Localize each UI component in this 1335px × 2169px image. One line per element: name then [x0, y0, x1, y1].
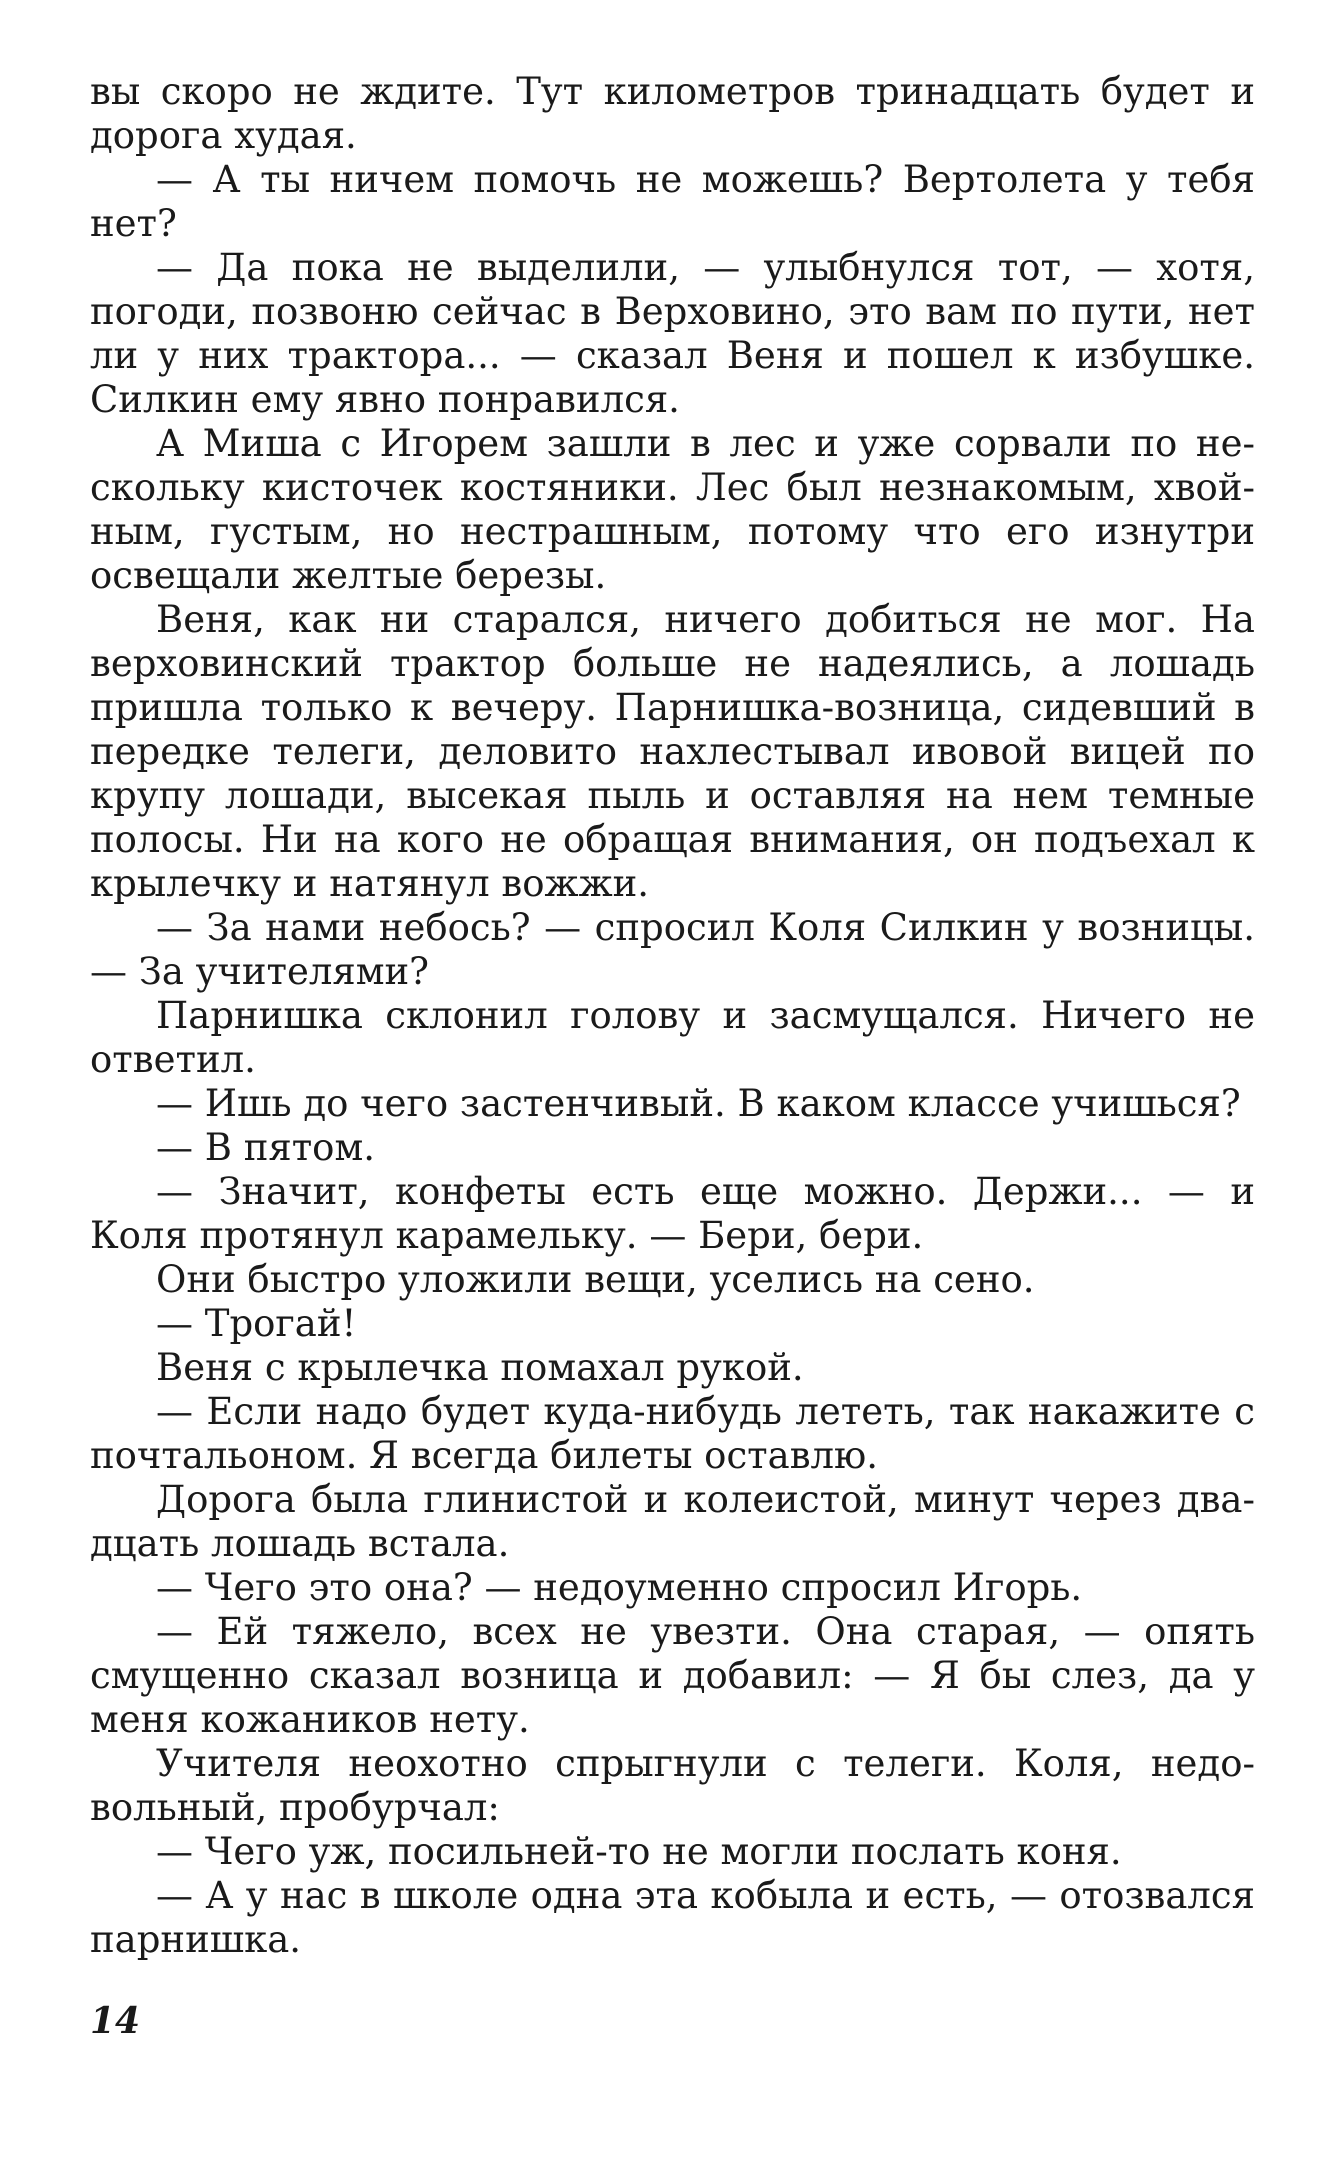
paragraph: — Значит, конфеты есть еще можно. Держи... — и Коля протянул карамельку. — Бери, бери. [90, 1170, 1255, 1257]
paragraph: — Да пока не выделили, — улыбнулся тот, — хотя, погоди, позвоню сейчас в Верховино, это вам по пути, нет ли у них трактора... — сказал Веня и пошел к избушке. Силкин ему явно понравился. [90, 246, 1255, 421]
paragraph: — Если надо будет куда-нибудь лететь, так накажите с почтальоном. Я всегда билеты оставлю. [90, 1390, 1255, 1477]
paragraph: — В пятом. [156, 1126, 376, 1169]
paragraph: Дорога была глинистой и колеистой, минут через двадцать лошадь встала. [90, 1478, 1255, 1565]
paragraph: вы скоро не ждите. Тут километров тринадцать будет и дорога худая. [90, 70, 1255, 157]
paragraph: Учителя неохотно спрыгнули с телеги. Коля, недовольный, пробурчал: [90, 1742, 1255, 1829]
paragraph: — Чего уж, посильней-то не могли послать коня. [156, 1830, 1122, 1873]
paragraph: — А ты ничем помочь не можешь? Вертолета у тебя нет? [90, 158, 1255, 245]
paragraph: — Трогай! [156, 1302, 357, 1345]
page-number: 14 [90, 2000, 141, 2042]
paragraph: Парнишка склонил голову и засмущался. Ничего не ответил. [90, 994, 1255, 1081]
paragraph: — Ей тяжело, всех не увезти. Она старая, — опять смущенно сказал возница и добавил: — Я бы слез, да у меня кожаников нету. [90, 1610, 1255, 1741]
paragraph: Веня, как ни старался, ничего добиться не мог. На верховинский трактор больше не надеялись, а лошадь пришла только к вечеру. Парнишка-возница, сидевший в передке телеги, деловито нахлестывал ивовой вицей по крупу лошади, высекая пыль и оставляя на нем темные полосы. Ни на кого не обращая внимания, он подъехал к крылечку и натянул вожжи. [90, 598, 1255, 905]
paragraph: — За нами небось? — спросил Коля Силкин у возницы. — За учителями? [90, 906, 1255, 993]
paragraph: Они быстро уложили вещи, уселись на сено. [156, 1258, 1035, 1301]
page-body [90, 70, 1255, 2110]
paragraph: Веня с крылечка помахал рукой. [156, 1346, 804, 1389]
paragraph: — А у нас в школе одна эта кобыла и есть, — отозвался парнишка. [90, 1874, 1255, 1961]
paragraph: — Чего это она? — недоуменно спросил Игорь. [156, 1566, 1083, 1609]
paragraph: А Миша с Игорем зашли в лес и уже сорвали по нескольку кисточек костяники. Лес был незнакомым, хвойным, густым, но нестрашным, потому что его изнутри освещали желтые березы. [90, 422, 1255, 597]
paragraph: — Ишь до чего застенчивый. В каком классе учишься? [156, 1082, 1241, 1125]
